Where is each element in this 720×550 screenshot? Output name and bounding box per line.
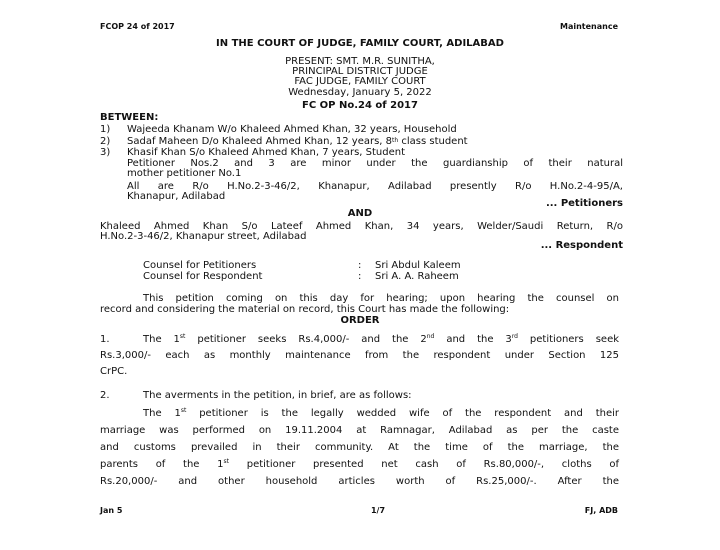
counsel-respondent-role: Counsel for Respondent (143, 271, 263, 282)
counsel-petitioners-role: Counsel for Petitioners (143, 260, 257, 271)
minor-note-line-2: mother petitioner No.1 (127, 168, 242, 179)
intro-line-1: This petition coming on this day for hearing; upon hearing the counsel on (143, 293, 619, 304)
para1-number: 1. (100, 334, 110, 345)
header-case-ref: FCOP 24 of 2017 (100, 22, 175, 31)
counsel-respondent-sep: : (358, 271, 362, 282)
footer-page-number: 1/7 (370, 506, 386, 515)
petitioner-1-num: 1) (100, 124, 111, 135)
petitioner-2: Sadaf Maheen D/o Khaleed Ahmed Khan, 12 years, 8th class student (127, 136, 468, 147)
present-line-3: FAC JUDGE, FAMILY COURT (294, 76, 426, 87)
and-label: AND (347, 208, 373, 219)
footer-date: Jan 5 (100, 506, 123, 515)
para3-line-1: The 1st petitioner is the legally wedded wife of the respondent and their (143, 407, 619, 419)
residence-line-2: Khanapur, Adilabad (127, 191, 226, 202)
order-heading: ORDER (340, 315, 380, 326)
counsel-petitioners-sep: : (358, 260, 362, 271)
court-title: IN THE COURT OF JUDGE, FAMILY COURT, ADILABAD (216, 38, 504, 49)
judgment-date: Wednesday, January 5, 2022 (288, 87, 432, 98)
para3-line-5: Rs.20,000/- and other household articles worth of Rs.25,000/-. After the (100, 476, 619, 487)
petitioner-1: Wajeeda Khanam W/o Khaleed Ahmed Khan, 32 years, Household (127, 124, 457, 135)
minor-note-line-1: Petitioner Nos.2 and 3 are minor under the guardianship of their natural (127, 158, 623, 169)
respondent-line-2: H.No.2-3-46/2, Khanapur street, Adilabad (100, 231, 307, 242)
footer-initials: FJ, ADB (584, 506, 618, 515)
petitioner-3: Khasif Khan S/o Khaleed Ahmed Khan, 7 years, Student (127, 147, 405, 158)
case-number: FC OP No.24 of 2017 (302, 100, 418, 111)
para1-line-2: Rs.3,000/- each as monthly maintenance from the respondent under Section 125 (100, 350, 619, 361)
present-line-1: PRESENT: SMT. M.R. SUNITHA, (285, 56, 435, 67)
between-label: BETWEEN: (100, 112, 159, 123)
respondent-label: ... Respondent (540, 240, 623, 251)
para3-line-3: and customs prevailed in their community. At the time of the marriage, the (100, 442, 619, 453)
intro-line-2: record and considering the material on record, this Court has made the following: (100, 304, 510, 315)
para2-text: The averments in the petition, in brief, are as follows: (143, 390, 412, 401)
para3-line-2: marriage was performed on 19.11.2004 at Ramnagar, Adilabad as per the caste (100, 425, 619, 436)
respondent-line-1: Khaleed Ahmed Khan S/o Lateef Ahmed Khan, 34 years, Welder/Saudi Return, R/o (100, 221, 623, 232)
counsel-respondent-name: Sri A. A. Raheem (375, 271, 459, 282)
para2-number: 2. (100, 390, 110, 401)
petitioner-3-num: 3) (100, 147, 111, 158)
petitioner-2-num: 2) (100, 136, 111, 147)
counsel-petitioners-name: Sri Abdul Kaleem (375, 260, 461, 271)
present-line-2: PRINCIPAL DISTRICT JUDGE (292, 66, 428, 77)
header-matter-type: Maintenance (559, 22, 618, 31)
para1-line-3: CrPC. (100, 366, 128, 377)
residence-line-1: All are R/o H.No.2-3-46/2, Khanapur, Adilabad presently R/o H.No.2-4-95/A, (127, 181, 623, 192)
petitioners-label: ... Petitioners (545, 198, 623, 209)
para3-line-4: parents of the 1st petitioner presented net cash of Rs.80,000/-, cloths of (100, 458, 620, 470)
para1-line-1: The 1st petitioner seeks Rs.4,000/- and the 2nd and the 3rd petitioners seek (143, 333, 620, 345)
